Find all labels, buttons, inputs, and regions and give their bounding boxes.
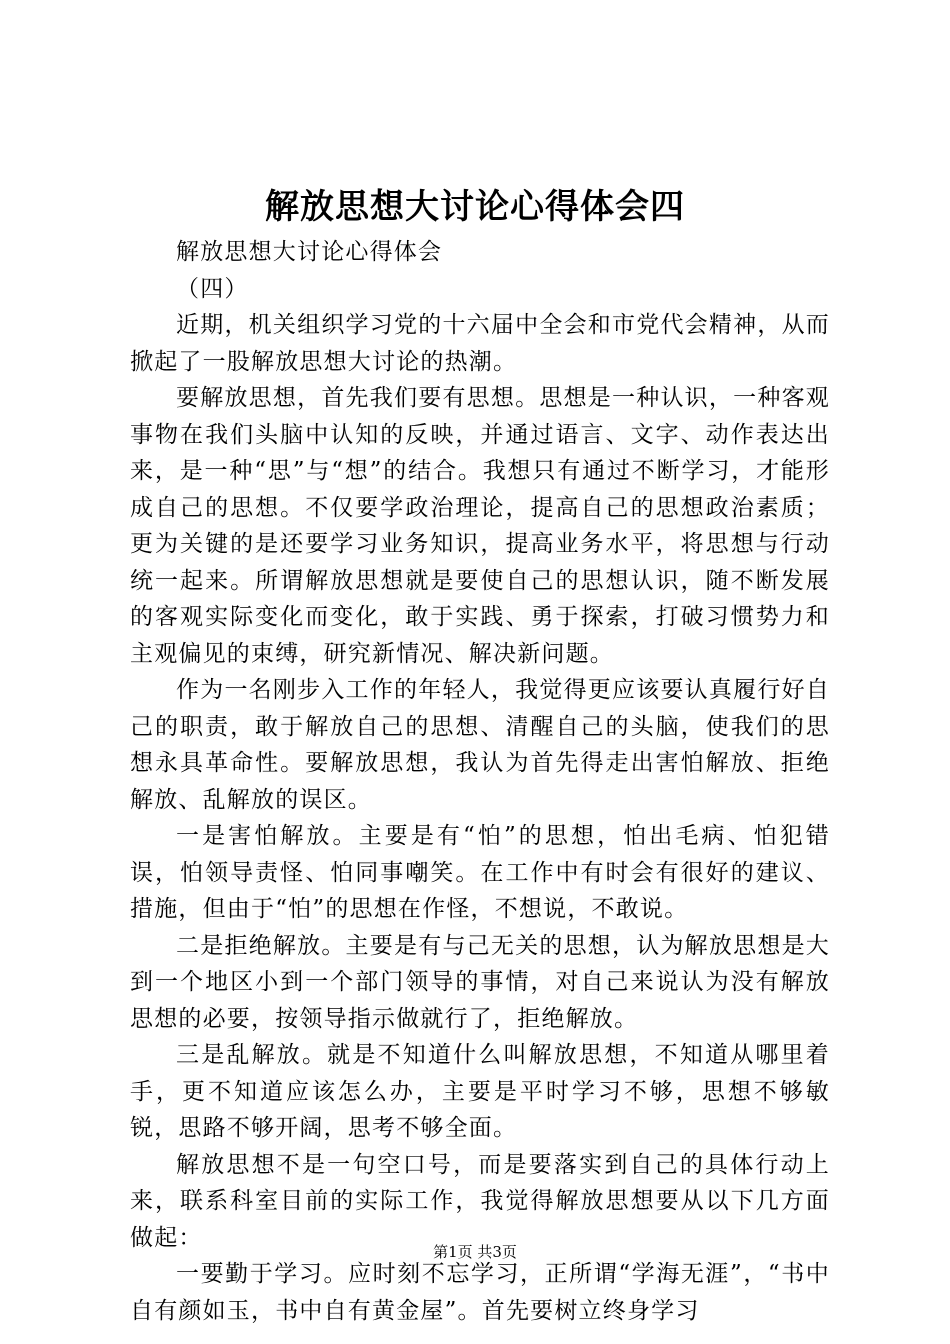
document-body — [130, 234, 830, 1329]
page-number-footer: 第1页 共3页 — [433, 1243, 517, 1261]
body-paragraph: 解放思想不是一句空口号，而是要落实到自己的具体行动上来，联系科室目前的实际工作，我觉得解放思想要从以下几方面做起： — [130, 1151, 830, 1251]
body-paragraph: 三是乱解放。就是不知道什么叫解放思想，不知道从哪里着手，更不知道应该怎么办，主要是平时学习不够，思想不够敏锐，思路不够开阔，思考不够全面。 — [130, 1042, 830, 1141]
body-paragraph: 二是拒绝解放。主要是有与己无关的思想，认为解放思想是大到一个地区小到一个部门领导的事情，对自己来说认为没有解放思想的必要，按领导指示做就行了，拒绝解放。 — [130, 932, 830, 1032]
body-paragraph: 一是害怕解放。主要是有“怕”的思想，怕出毛病、怕犯错误，怕领导责怪、怕同事嘲笑。在工作中有时会有很好的建议、措施，但由于“怕”的思想在作怪，不想说，不敢说。 — [130, 823, 830, 922]
body-paragraph: 一要勤于学习。应时刻不忘学习，正所谓“学海无涯”，“书中自有颜如玉，书中自有黄金屋”。首先要树立终身学习 — [130, 1261, 830, 1324]
subtitle-number-paragraph: （四） — [176, 275, 249, 302]
body-paragraph: 要解放思想，首先我们要有思想。思想是一种认识，一种客观事物在我们头脑中认知的反映，并通过语言、文字、动作表达出来，是一种“思”与“想”的结合。我想只有通过不断学习，才能形成自己的思想。不仅要学政治理论，提高自己的思想政治素质；更为关键的是还要学习业务知识，提高业务水平，将思想与行动统一起来。所谓解放思想就是要使自己的思想认识，随不断发展的客观实际变化而变化，敢于实践、勇于探索，打破习惯势力和主观偏见的束缚，研究新情况、解决新问题。 — [130, 385, 830, 667]
body-paragraph: 作为一名刚步入工作的年轻人，我觉得更应该要认真履行好自己的职责，敢于解放自己的思想、清醒自己的头脑，使我们的思想永具革命性。要解放思想，我认为首先得走出害怕解放、拒绝解放、乱解放的误区。 — [130, 677, 830, 813]
document-title: 解放思想大讨论心得体会四 — [265, 187, 685, 227]
subtitle-paragraph: 解放思想大讨论心得体会 — [176, 239, 443, 265]
body-paragraph: 近期，机关组织学习党的十六届中全会和市党代会精神，从而掀起了一股解放思想大讨论的热潮。 — [130, 312, 830, 375]
